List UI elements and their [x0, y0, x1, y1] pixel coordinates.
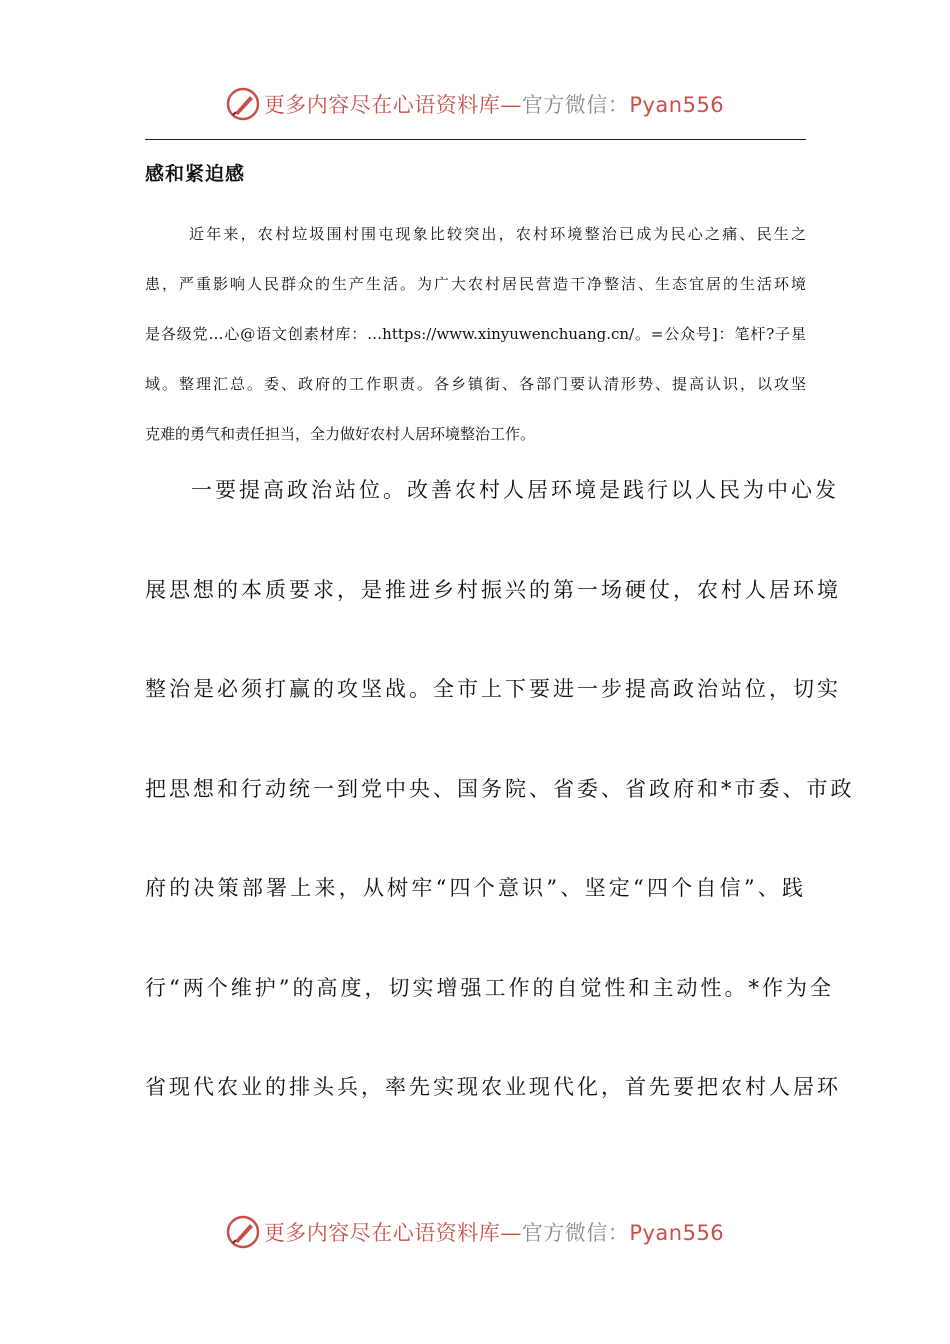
paragraph-line: 是各级党…心@语文创素材库：…https://www.xinyuwenchuang.cn/。=公众号]：笔杆?子星	[145, 325, 806, 343]
header-divider	[145, 139, 806, 140]
banner-wechat-label: 官方微信：	[521, 93, 630, 117]
quill-logo-icon	[226, 87, 260, 121]
paragraph-line: 省现代农业的排头兵，率先实现农业现代化，首先要把农村人居环	[145, 1075, 841, 1099]
paragraph-political-stance	[145, 475, 855, 1172]
paragraph-line: 行“两个维护”的高度，切实增强工作的自觉性和主动性。*作为全	[145, 975, 834, 1000]
paragraph-intro	[145, 209, 806, 459]
paragraph-line: 把思想和行动统一到党中央、国务院、省委、省政府和*市委、市政	[145, 776, 855, 801]
banner-wechat-label: 官方微信：	[521, 1221, 630, 1245]
quill-logo-icon	[226, 1215, 260, 1249]
paragraph-line: 克难的勇气和责任担当，全力做好农村人居环境整治工作。	[145, 425, 536, 443]
banner-dash: —	[500, 1221, 522, 1245]
banner-slogan: 更多内容尽在心语资料库	[263, 1221, 501, 1245]
banner-slogan: 更多内容尽在心语资料库	[263, 93, 501, 117]
header-banner	[0, 84, 950, 124]
paragraph-line: 整治是必须打赢的攻坚战。全市上下要进一步提高政治站位，切实	[145, 677, 841, 701]
banner-wechat-id: Pyan556	[629, 1221, 725, 1245]
paragraph-line: 近年来，农村垃圾围村围屯现象比较突出，农村环境整治已成为民心之痛、民生之	[189, 225, 806, 243]
banner-dash: —	[500, 93, 522, 117]
section-heading: 感和紧迫感	[145, 163, 246, 185]
banner-wechat-id: Pyan556	[629, 93, 725, 117]
paragraph-line: 展思想的本质要求，是推进乡村振兴的第一场硬仗，农村人居环境	[145, 577, 841, 602]
footer-banner	[0, 1212, 950, 1252]
paragraph-line: 域。整理汇总。委、政府的工作职责。各乡镇街、各部门要认清形势、提高认识，以攻坚	[145, 375, 806, 393]
paragraph-line: 患，严重影响人民群众的生产生活。为广大农村居民营造干净整洁、生态宜居的生活环境	[145, 275, 806, 293]
paragraph-line: 府的决策部署上来，从树牢“四个意识”、坚定“四个自信”、践	[145, 876, 806, 900]
paragraph-line: 一要提高政治站位。改善农村人居环境是践行以人民为中心发	[191, 478, 839, 502]
